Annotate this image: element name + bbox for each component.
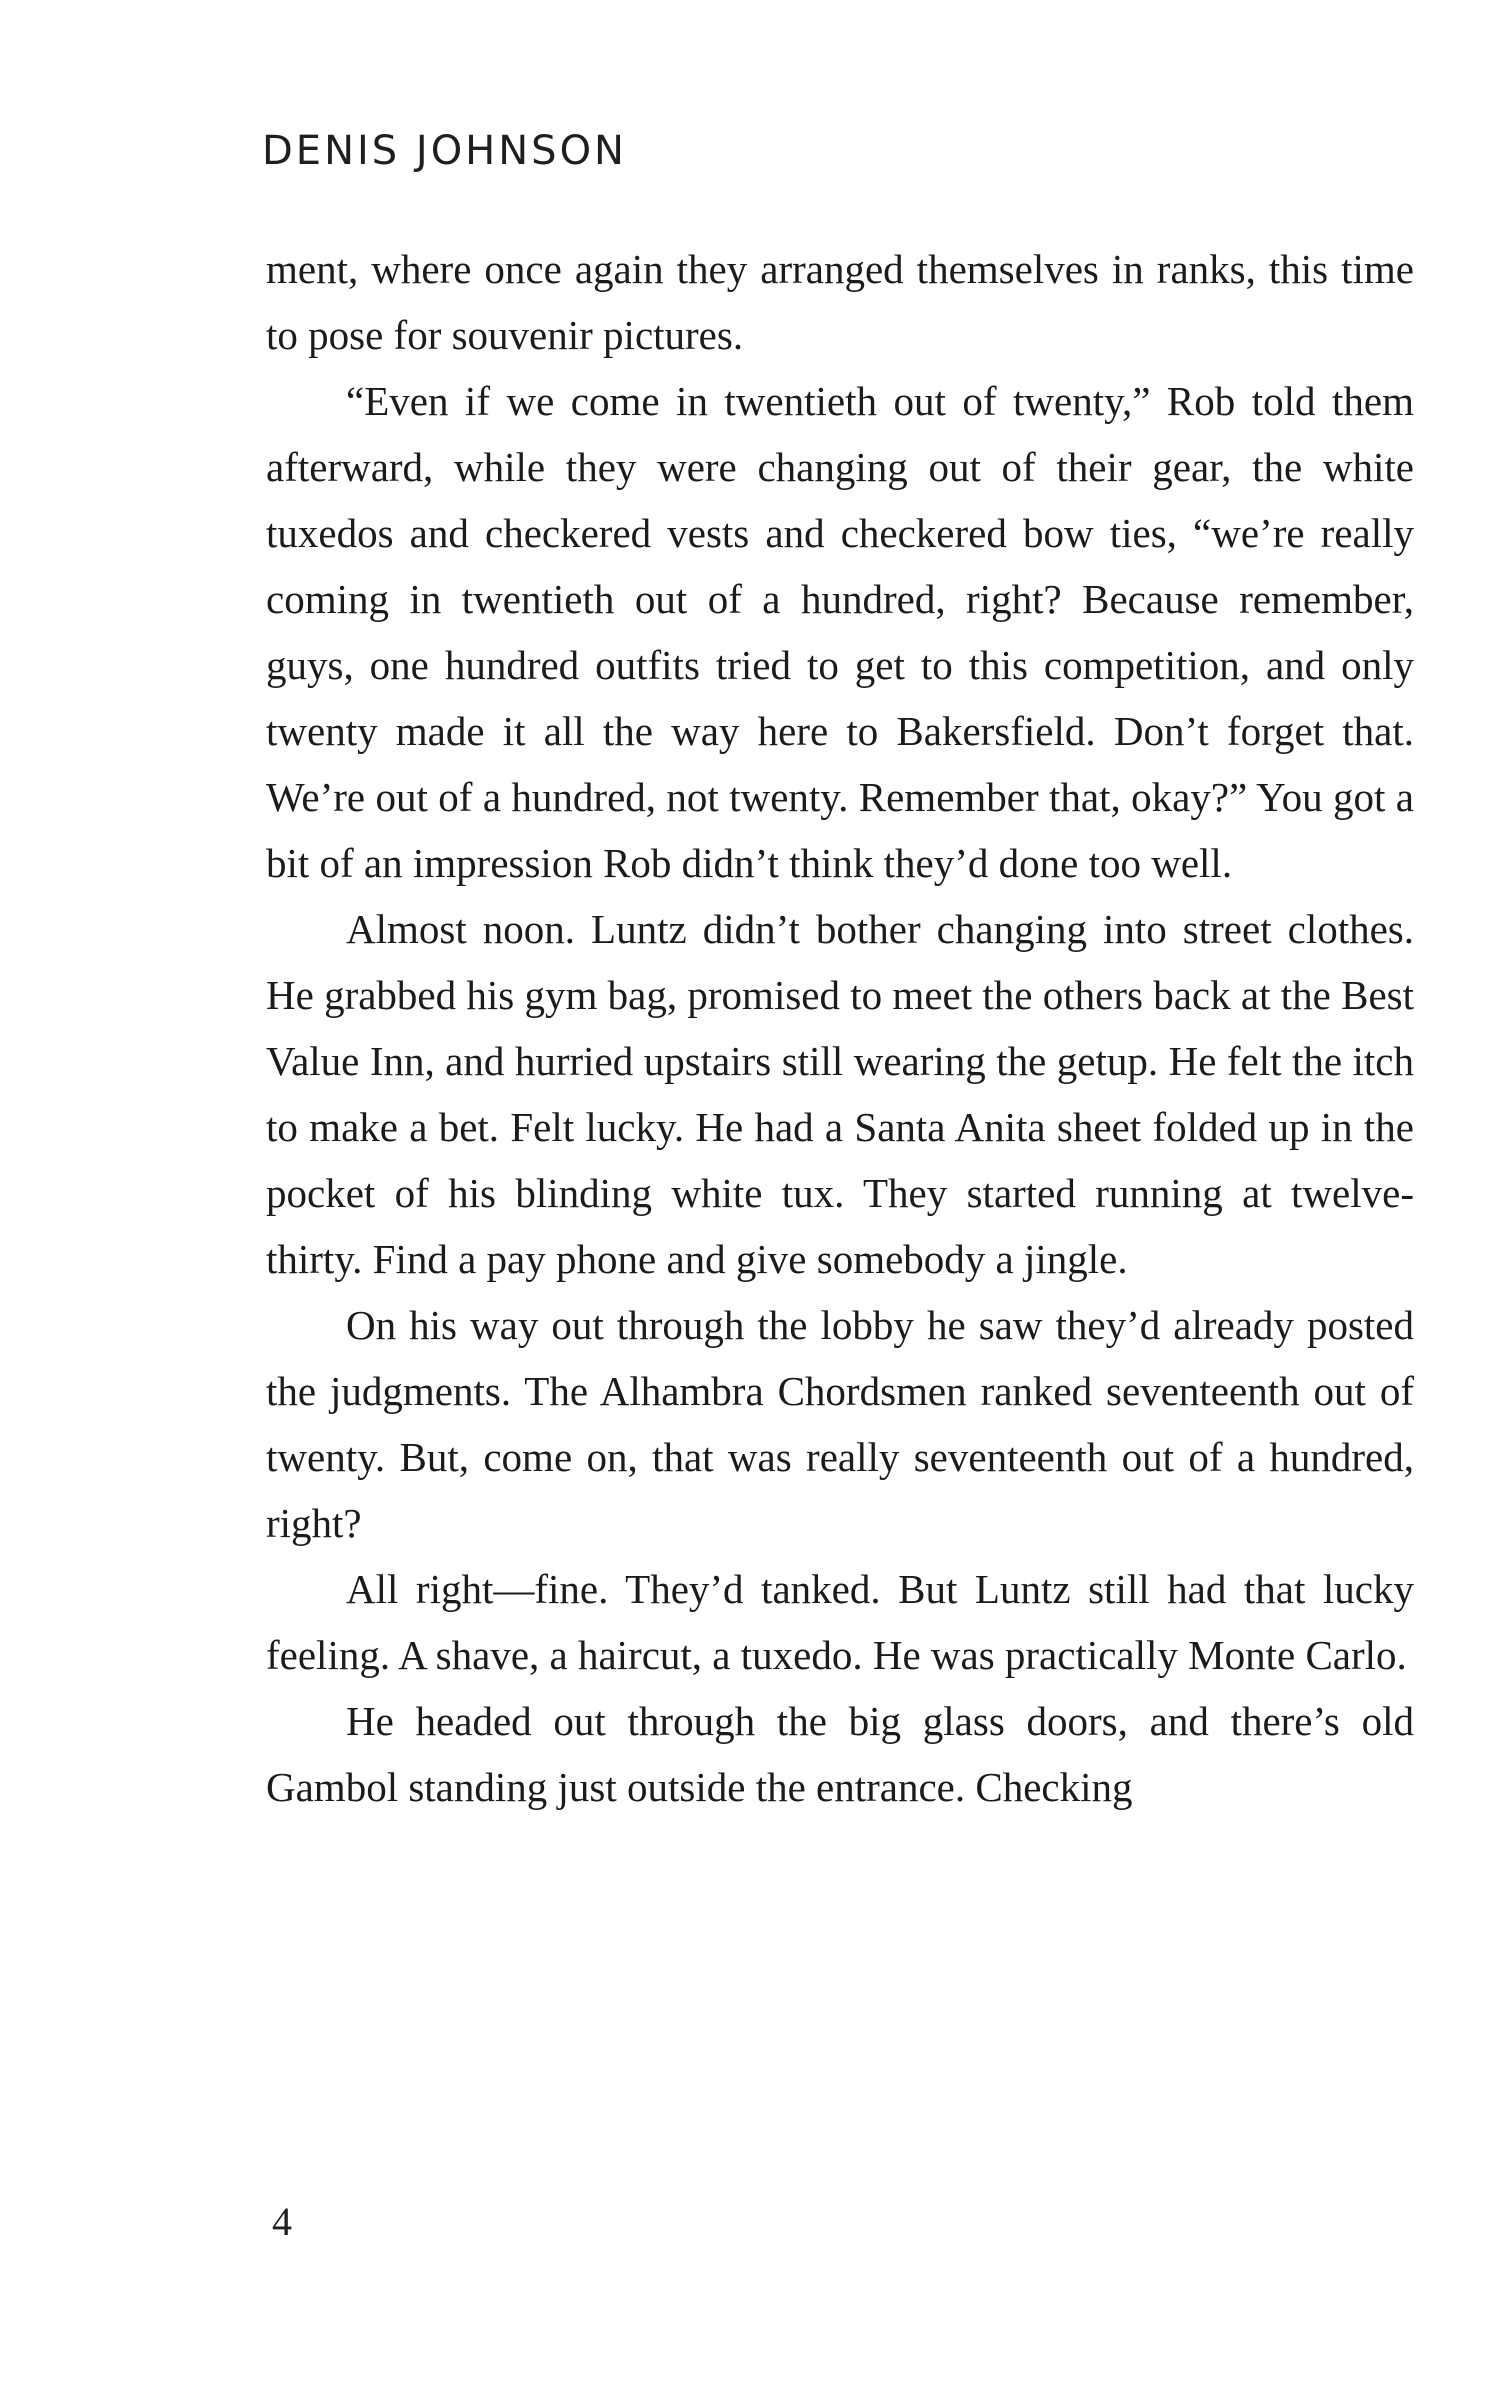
paragraph-2: “Even if we come in twentieth out of twenty,” Rob told them afterward, while they were changing out of their gear, the white tuxedos and checkered vests and checkered bow ties, “we’re really coming in twentieth out of a hundred, right? Because remember, guys, one hundred outfits tried to get to this competition, and only twenty made it all the way here to Bakersfield. Don’t forget that. We’re out of a hundred, not twenty. Remember that, okay?” You got a bit of an impression Rob didn’t think they’d done too well. [266, 378, 1414, 886]
paragraph-1: ment, where once again they arranged themselves in ranks, this time to pose for souvenir pictures. [266, 246, 1414, 358]
running-head-author: DENIS JOHNSON [262, 128, 627, 174]
body-text [266, 236, 1414, 1820]
paragraph-3: Almost noon. Luntz didn’t bother changing into street clothes. He grabbed his gym bag, promised to meet the others back at the Best Value Inn, and hurried upstairs still wearing the getup. He felt the itch to make a bet. Felt lucky. He had a Santa Anita sheet folded up in the pocket of his blinding white tux. They started running at twelve-thirty. Find a pay phone and give somebody a jingle. [266, 906, 1414, 1282]
page-number: 4 [272, 2199, 292, 2244]
paragraph-4: On his way out through the lobby he saw they’d already posted the judgments. The Alhambra Chordsmen ranked seventeenth out of twenty. But, come on, that was really seventeenth out of a hundred, right? [266, 1302, 1414, 1546]
paragraph-5: All right—fine. They’d tanked. But Luntz still had that lucky feeling. A shave, a haircut, a tuxedo. He was practically Monte Carlo. [266, 1566, 1414, 1678]
paragraph-6: He headed out through the big glass doors, and there’s old Gambol standing just outside the entrance. Checking [266, 1698, 1414, 1810]
